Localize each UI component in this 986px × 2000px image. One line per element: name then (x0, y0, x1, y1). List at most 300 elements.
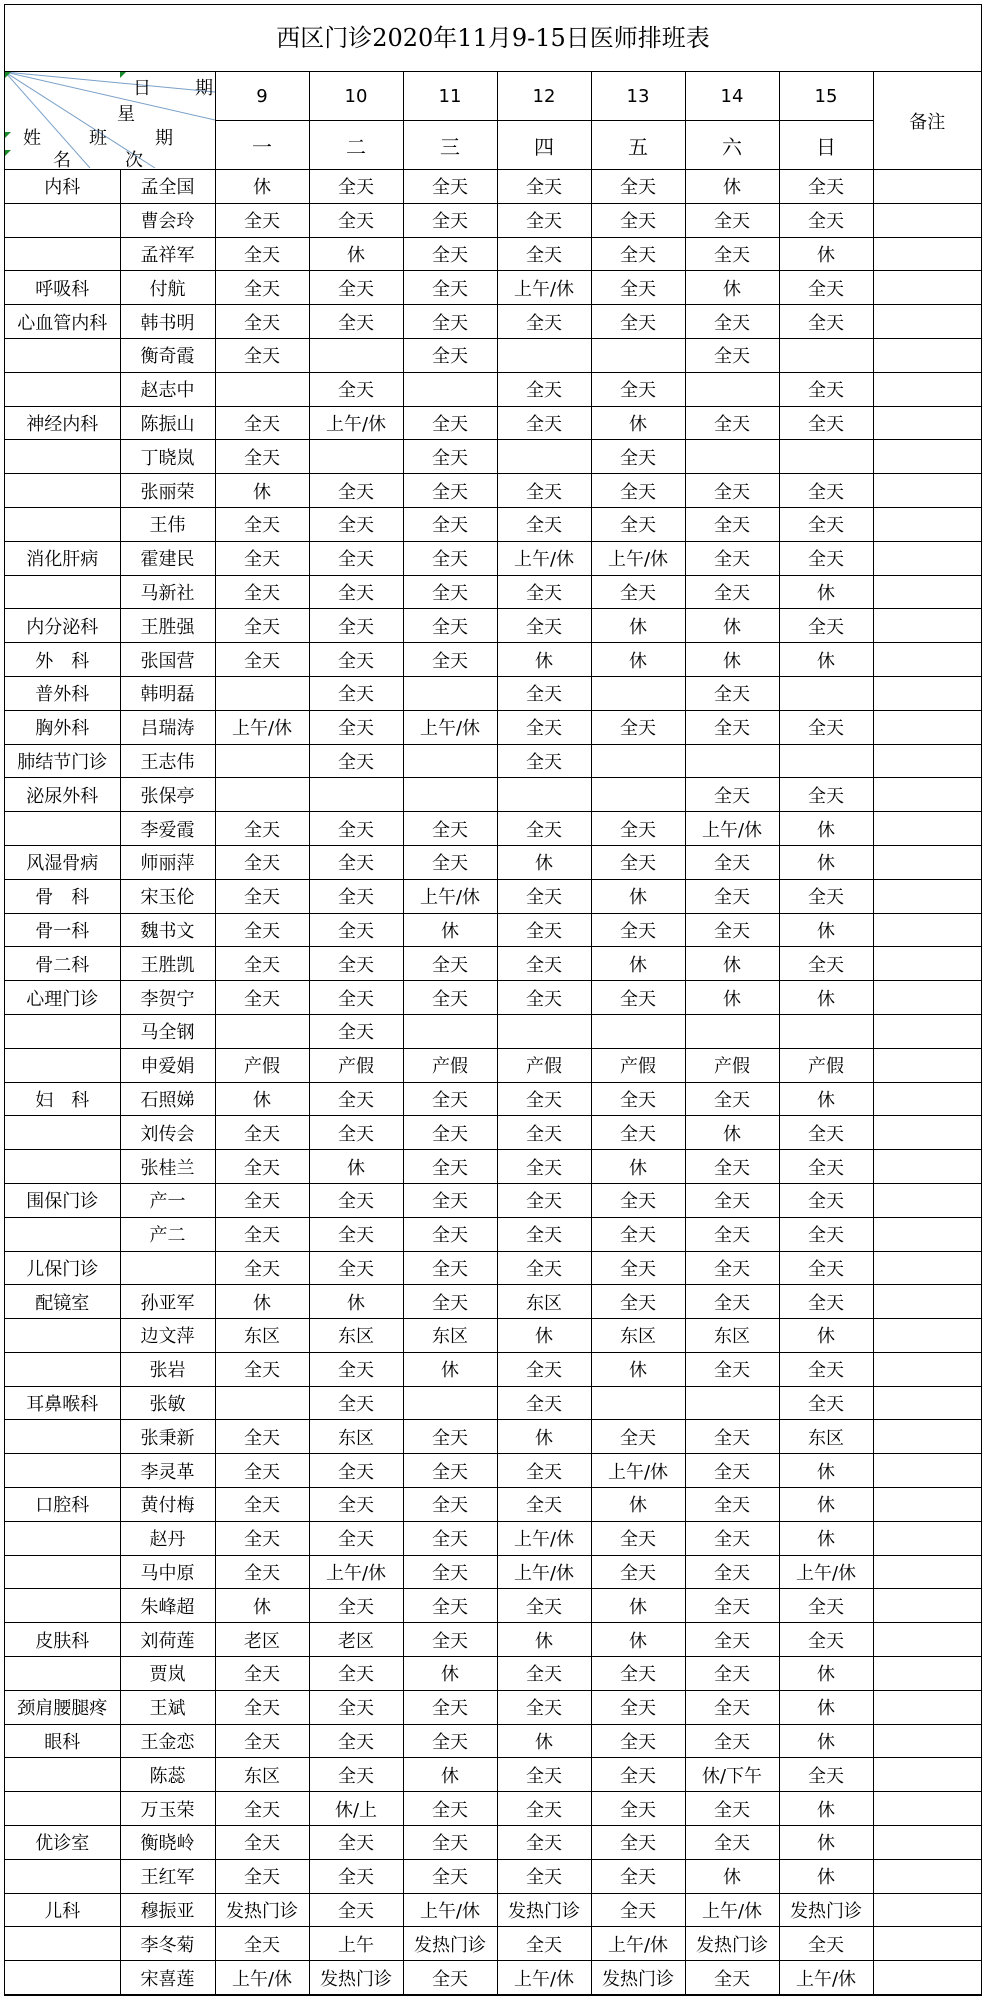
diag-label-qi-2: 期 (155, 128, 173, 149)
shift-cell: 全天 (309, 879, 403, 913)
shift-cell: 上午/休 (497, 1961, 591, 1995)
remarks-cell (873, 237, 981, 271)
diag-label-xing: 星 (117, 104, 135, 125)
department-cell: 普外科 (5, 676, 120, 710)
shift-cell: 休 (403, 913, 497, 947)
shift-cell: 休 (779, 1792, 873, 1826)
department-cell (5, 1454, 120, 1488)
table-row (5, 1724, 981, 1758)
shift-cell: 全天 (779, 372, 873, 406)
doctor-name-cell: 张秉新 (120, 1420, 215, 1454)
shift-cell: 休 (779, 1521, 873, 1555)
shift-cell (497, 338, 591, 372)
remarks-cell (873, 1589, 981, 1623)
table-row (5, 1014, 981, 1048)
shift-cell: 全天 (497, 1690, 591, 1724)
remarks-cell (873, 203, 981, 237)
shift-cell: 全天 (591, 1420, 685, 1454)
shift-cell: 休 (591, 1150, 685, 1184)
remarks-cell (873, 1893, 981, 1927)
shift-cell: 全天 (591, 1555, 685, 1589)
shift-cell: 全天 (215, 845, 309, 879)
date-cell: 10 (309, 72, 403, 121)
shift-cell: 全天 (779, 1927, 873, 1961)
shift-cell: 全天 (403, 170, 497, 204)
department-cell (5, 1927, 120, 1961)
shift-cell: 全天 (309, 913, 403, 947)
remarks-cell (873, 305, 981, 339)
shift-cell: 全天 (779, 710, 873, 744)
remarks-cell (873, 981, 981, 1015)
doctor-name-cell: 马全钢 (120, 1014, 215, 1048)
table-row (5, 778, 981, 812)
shift-cell: 全天 (497, 1183, 591, 1217)
doctor-name-cell: 张保亭 (120, 778, 215, 812)
shift-cell: 全天 (215, 507, 309, 541)
shift-cell: 全天 (215, 1657, 309, 1691)
shift-cell (497, 440, 591, 474)
shift-cell: 全天 (779, 778, 873, 812)
remarks-cell (873, 947, 981, 981)
table-row (5, 406, 981, 440)
shift-cell: 全天 (497, 1150, 591, 1184)
shift-cell (215, 676, 309, 710)
shift-cell: 休 (685, 981, 779, 1015)
shift-cell: 全天 (403, 1555, 497, 1589)
shift-cell: 全天 (591, 1285, 685, 1319)
doctor-name-cell: 贾岚 (120, 1657, 215, 1691)
shift-cell: 全天 (403, 1285, 497, 1319)
department-cell: 优诊室 (5, 1826, 120, 1860)
table-row (5, 913, 981, 947)
shift-cell: 全天 (309, 1589, 403, 1623)
shift-cell: 全天 (497, 710, 591, 744)
shift-cell: 休 (591, 643, 685, 677)
shift-cell: 全天 (403, 1217, 497, 1251)
doctor-name-cell: 刘荷莲 (120, 1623, 215, 1657)
shift-cell: 全天 (685, 1826, 779, 1860)
remarks-cell (873, 1082, 981, 1116)
department-cell (5, 1116, 120, 1150)
shift-cell: 上午/休 (591, 541, 685, 575)
table-row (5, 1251, 981, 1285)
shift-cell: 全天 (685, 305, 779, 339)
shift-cell: 全天 (685, 575, 779, 609)
department-cell (5, 1420, 120, 1454)
doctor-name-cell: 衡奇霞 (120, 338, 215, 372)
diag-label-qi-1: 期 (195, 78, 213, 99)
shift-cell: 休 (215, 1082, 309, 1116)
diag-label-ban: 班 (89, 128, 107, 149)
shift-cell (685, 744, 779, 778)
shift-cell: 全天 (403, 1724, 497, 1758)
doctor-name-cell: 李灵革 (120, 1454, 215, 1488)
shift-cell: 全天 (215, 1555, 309, 1589)
table-row (5, 1657, 981, 1691)
shift-cell: 全天 (779, 1386, 873, 1420)
shift-cell: 全天 (403, 203, 497, 237)
shift-cell: 休/上 (309, 1792, 403, 1826)
shift-cell: 全天 (309, 1893, 403, 1927)
remarks-cell (873, 338, 981, 372)
shift-cell: 全天 (591, 440, 685, 474)
shift-cell (779, 338, 873, 372)
shift-cell: 全天 (497, 1352, 591, 1386)
shift-cell: 全天 (403, 1792, 497, 1826)
shift-cell: 休 (591, 1488, 685, 1522)
doctor-name-cell: 孙亚军 (120, 1285, 215, 1319)
department-cell: 骨 科 (5, 879, 120, 913)
shift-cell: 休 (591, 879, 685, 913)
shift-cell: 全天 (403, 1150, 497, 1184)
doctor-name-cell: 韩书明 (120, 305, 215, 339)
shift-cell (215, 372, 309, 406)
doctor-name-cell: 王志伟 (120, 744, 215, 778)
table-row (5, 1758, 981, 1792)
shift-cell (403, 744, 497, 778)
shift-cell: 全天 (779, 1183, 873, 1217)
shift-cell: 全天 (591, 1893, 685, 1927)
shift-cell: 全天 (497, 1116, 591, 1150)
shift-cell: 全天 (215, 1859, 309, 1893)
shift-cell: 休 (309, 1285, 403, 1319)
shift-cell: 全天 (497, 1758, 591, 1792)
shift-cell: 全天 (309, 845, 403, 879)
remarks-cell (873, 541, 981, 575)
shift-cell: 全天 (309, 507, 403, 541)
table-row (5, 1859, 981, 1893)
shift-cell: 休 (685, 609, 779, 643)
department-cell: 内分泌科 (5, 609, 120, 643)
shift-cell (215, 744, 309, 778)
table-row (5, 981, 981, 1015)
shift-cell (403, 1014, 497, 1048)
shift-cell: 上午/休 (685, 1893, 779, 1927)
shift-cell: 全天 (685, 879, 779, 913)
weekday-cell: 一 (215, 121, 309, 170)
shift-cell: 全天 (497, 1826, 591, 1860)
shift-cell: 全天 (309, 1454, 403, 1488)
shift-cell: 全天 (215, 1183, 309, 1217)
remarks-cell (873, 575, 981, 609)
shift-cell: 休 (215, 170, 309, 204)
shift-cell: 全天 (403, 541, 497, 575)
shift-cell: 全天 (497, 1927, 591, 1961)
weekday-cell: 二 (309, 121, 403, 170)
shift-cell: 全天 (215, 338, 309, 372)
department-cell: 围保门诊 (5, 1183, 120, 1217)
doctor-name-cell: 张国营 (120, 643, 215, 677)
department-cell: 心血管内科 (5, 305, 120, 339)
shift-cell: 全天 (591, 1724, 685, 1758)
doctor-name-cell: 陈振山 (120, 406, 215, 440)
remarks-cell (873, 1116, 981, 1150)
shift-cell: 东区 (309, 1420, 403, 1454)
shift-cell: 全天 (497, 1082, 591, 1116)
shift-cell: 上午/休 (591, 1454, 685, 1488)
remarks-cell (873, 1319, 981, 1353)
diag-label-ri: 日 (133, 78, 151, 99)
table-row (5, 1116, 981, 1150)
shift-cell: 全天 (403, 1420, 497, 1454)
shift-cell: 全天 (591, 203, 685, 237)
date-cell: 15 (779, 72, 873, 121)
shift-cell: 全天 (309, 609, 403, 643)
shift-cell: 全天 (591, 170, 685, 204)
doctor-name-cell: 宋喜莲 (120, 1961, 215, 1995)
shift-cell (779, 744, 873, 778)
shift-cell: 全天 (309, 981, 403, 1015)
department-cell: 骨一科 (5, 913, 120, 947)
remarks-cell (873, 170, 981, 204)
doctor-name-cell: 王斌 (120, 1690, 215, 1724)
shift-cell: 产假 (685, 1048, 779, 1082)
shift-cell: 休 (591, 609, 685, 643)
doctor-name-cell: 石照娣 (120, 1082, 215, 1116)
table-row (5, 1488, 981, 1522)
shift-cell: 全天 (685, 1724, 779, 1758)
shift-cell: 老区 (215, 1623, 309, 1657)
shift-cell (215, 1386, 309, 1420)
shift-cell: 全天 (403, 1589, 497, 1623)
doctor-name-cell: 吕瑞涛 (120, 710, 215, 744)
shift-cell: 全天 (497, 372, 591, 406)
shift-cell: 全天 (403, 305, 497, 339)
shift-cell: 全天 (215, 237, 309, 271)
remarks-cell (873, 1690, 981, 1724)
shift-cell (309, 778, 403, 812)
shift-cell: 全天 (497, 237, 591, 271)
shift-cell: 全天 (309, 1116, 403, 1150)
shift-cell (591, 676, 685, 710)
doctor-name-cell: 孟祥军 (120, 237, 215, 271)
shift-cell: 全天 (309, 744, 403, 778)
remarks-cell (873, 1521, 981, 1555)
shift-cell: 全天 (685, 1352, 779, 1386)
header-row-dates (5, 72, 981, 121)
shift-cell: 休 (779, 1488, 873, 1522)
remarks-cell (873, 372, 981, 406)
shift-cell: 上午/休 (685, 812, 779, 846)
department-cell (5, 1657, 120, 1691)
shift-cell: 全天 (591, 575, 685, 609)
shift-cell: 全天 (591, 812, 685, 846)
doctor-name-cell: 王红军 (120, 1859, 215, 1893)
diag-label-ci: 次 (125, 150, 143, 170)
shift-cell: 产假 (591, 1048, 685, 1082)
shift-cell: 全天 (497, 913, 591, 947)
shift-cell: 全天 (591, 1217, 685, 1251)
doctor-name-cell: 李爱霞 (120, 812, 215, 846)
doctor-name-cell: 黄付梅 (120, 1488, 215, 1522)
weekday-cell: 日 (779, 121, 873, 170)
department-cell (5, 575, 120, 609)
shift-cell: 全天 (685, 541, 779, 575)
department-cell (5, 1555, 120, 1589)
table-row (5, 1961, 981, 1995)
shift-cell: 上午/休 (403, 710, 497, 744)
department-cell (5, 203, 120, 237)
shift-cell: 东区 (215, 1758, 309, 1792)
shift-cell: 全天 (403, 1183, 497, 1217)
date-cell: 11 (403, 72, 497, 121)
remarks-cell (873, 1927, 981, 1961)
shift-cell: 全天 (309, 1690, 403, 1724)
remarks-cell (873, 1048, 981, 1082)
doctor-name-cell: 曹会玲 (120, 203, 215, 237)
shift-cell: 全天 (685, 1521, 779, 1555)
shift-cell: 全天 (215, 981, 309, 1015)
shift-cell: 休 (591, 1589, 685, 1623)
shift-cell: 休 (779, 1724, 873, 1758)
shift-cell (403, 676, 497, 710)
shift-cell: 全天 (779, 406, 873, 440)
shift-cell: 全天 (685, 338, 779, 372)
shift-cell: 上午/休 (497, 271, 591, 305)
department-cell (5, 237, 120, 271)
shift-cell: 全天 (497, 676, 591, 710)
table-row (5, 812, 981, 846)
remarks-cell (873, 1961, 981, 1995)
shift-cell: 发热门诊 (685, 1927, 779, 1961)
shift-cell: 休 (403, 1758, 497, 1792)
department-cell: 心理门诊 (5, 981, 120, 1015)
shift-cell: 休 (779, 1690, 873, 1724)
shift-cell: 全天 (403, 609, 497, 643)
table-row (5, 1792, 981, 1826)
remarks-cell (873, 778, 981, 812)
shift-cell: 全天 (591, 981, 685, 1015)
shift-cell: 全天 (685, 1792, 779, 1826)
table-row (5, 1893, 981, 1927)
shift-cell: 休 (591, 947, 685, 981)
shift-cell: 全天 (215, 1488, 309, 1522)
shift-cell: 全天 (497, 1589, 591, 1623)
remarks-cell (873, 440, 981, 474)
shift-cell: 全天 (779, 1758, 873, 1792)
shift-cell: 全天 (309, 1521, 403, 1555)
table-row (5, 372, 981, 406)
shift-cell: 东区 (591, 1319, 685, 1353)
table-row (5, 1927, 981, 1961)
shift-cell: 休 (685, 170, 779, 204)
shift-cell (497, 1014, 591, 1048)
shift-cell (779, 440, 873, 474)
shift-cell: 全天 (403, 845, 497, 879)
shift-cell: 全天 (685, 1690, 779, 1724)
remarks-cell (873, 1014, 981, 1048)
shift-cell: 上午 (309, 1927, 403, 1961)
department-cell (5, 474, 120, 508)
doctor-name-cell: 王胜强 (120, 609, 215, 643)
doctor-name-cell: 申爱娟 (120, 1048, 215, 1082)
shift-cell: 全天 (591, 1657, 685, 1691)
schedule-body (5, 170, 981, 1995)
table-row (5, 1386, 981, 1420)
department-cell (5, 1048, 120, 1082)
department-cell: 泌尿外科 (5, 778, 120, 812)
shift-cell: 全天 (497, 406, 591, 440)
remarks-cell (873, 474, 981, 508)
date-cell: 14 (685, 72, 779, 121)
shift-cell: 发热门诊 (215, 1893, 309, 1927)
department-cell: 颈肩腰腿疼 (5, 1690, 120, 1724)
table-row (5, 474, 981, 508)
shift-cell: 全天 (309, 710, 403, 744)
remarks-cell (873, 406, 981, 440)
shift-cell: 全天 (497, 1454, 591, 1488)
shift-cell: 全天 (403, 440, 497, 474)
shift-cell: 发热门诊 (309, 1961, 403, 1995)
shift-cell: 休 (497, 643, 591, 677)
shift-cell: 休 (779, 643, 873, 677)
table-row (5, 879, 981, 913)
shift-cell: 全天 (685, 1150, 779, 1184)
shift-cell: 休 (309, 1150, 403, 1184)
doctor-name-cell: 魏书文 (120, 913, 215, 947)
doctor-name-cell: 赵志中 (120, 372, 215, 406)
shift-cell (215, 778, 309, 812)
shift-cell: 全天 (779, 1150, 873, 1184)
department-cell (5, 1758, 120, 1792)
shift-cell: 全天 (497, 170, 591, 204)
department-cell (5, 812, 120, 846)
shift-cell: 全天 (591, 1758, 685, 1792)
shift-cell: 全天 (309, 1758, 403, 1792)
shift-cell: 东区 (215, 1319, 309, 1353)
remarks-cell (873, 507, 981, 541)
shift-cell (309, 338, 403, 372)
shift-cell: 全天 (215, 947, 309, 981)
shift-cell: 全天 (779, 170, 873, 204)
shift-cell: 全天 (497, 1792, 591, 1826)
shift-cell: 休 (497, 845, 591, 879)
doctor-name-cell: 张桂兰 (120, 1150, 215, 1184)
shift-cell: 休/下午 (685, 1758, 779, 1792)
table-row (5, 1352, 981, 1386)
shift-cell (685, 1386, 779, 1420)
shift-cell: 全天 (309, 170, 403, 204)
shift-cell: 全天 (403, 1961, 497, 1995)
shift-cell: 全天 (685, 474, 779, 508)
shift-cell: 全天 (215, 1690, 309, 1724)
remarks-cell (873, 676, 981, 710)
shift-cell: 休 (215, 474, 309, 508)
remarks-cell (873, 1859, 981, 1893)
table-row (5, 1082, 981, 1116)
shift-cell: 全天 (497, 744, 591, 778)
table-row (5, 609, 981, 643)
remarks-cell (873, 271, 981, 305)
shift-cell: 全天 (215, 1251, 309, 1285)
department-cell: 骨二科 (5, 947, 120, 981)
shift-cell: 全天 (779, 879, 873, 913)
shift-cell: 全天 (215, 406, 309, 440)
shift-cell: 上午/休 (497, 541, 591, 575)
shift-cell: 全天 (497, 1386, 591, 1420)
department-cell: 配镜室 (5, 1285, 120, 1319)
shift-cell: 全天 (403, 947, 497, 981)
shift-cell: 全天 (215, 440, 309, 474)
shift-cell: 全天 (497, 474, 591, 508)
shift-cell: 全天 (497, 203, 591, 237)
doctor-name-cell: 霍建民 (120, 541, 215, 575)
remarks-header: 备注 (873, 72, 981, 170)
shift-cell: 全天 (497, 1251, 591, 1285)
shift-cell: 全天 (591, 710, 685, 744)
doctor-name-cell: 李贺宁 (120, 981, 215, 1015)
shift-cell: 全天 (685, 1657, 779, 1691)
